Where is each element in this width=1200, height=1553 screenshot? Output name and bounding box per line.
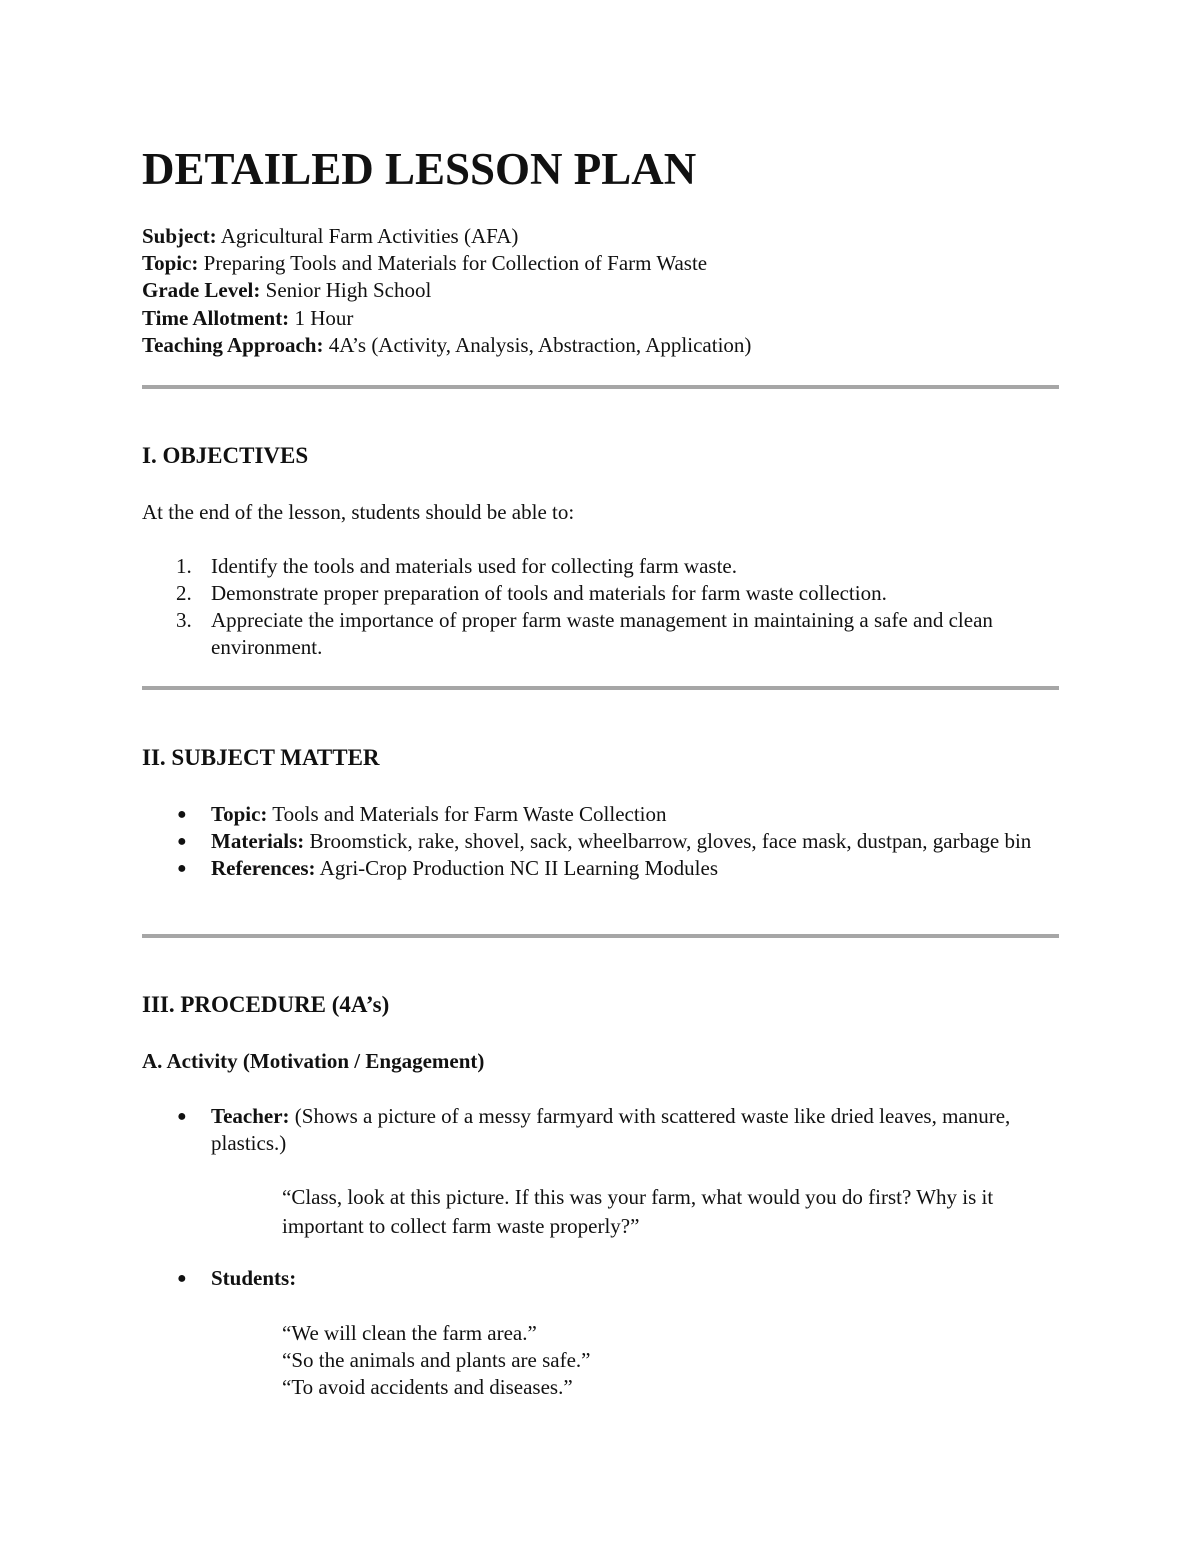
subject-matter-heading: II. SUBJECT MATTER	[142, 745, 380, 770]
activity-students-list	[0, 1265, 1051, 1292]
list-item-text: Broomstick, rake, shovel, sack, wheelbarrow, gloves, face mask, dustpan, garbage bin	[309, 829, 1032, 853]
list-item-label: Topic:	[211, 802, 268, 826]
student-quote: “To avoid accidents and diseases.”	[282, 1375, 573, 1399]
list-item	[0, 855, 1051, 882]
objectives-intro: At the end of the lesson, students should be able to:	[142, 500, 575, 524]
bullet-icon: ●	[177, 860, 187, 877]
list-item	[0, 553, 1051, 580]
list-item-text: Demonstrate proper preparation of tools and materials for farm waste collection.	[211, 581, 887, 605]
lesson-info-block	[142, 223, 751, 359]
list-item	[0, 580, 1051, 607]
meta-label: Time Allotment:	[142, 305, 290, 330]
subject-matter-list	[0, 801, 1051, 882]
list-item	[0, 1103, 1051, 1157]
section-divider	[142, 686, 1059, 690]
activity-heading: A. Activity (Motivation / Engagement)	[142, 1049, 485, 1073]
list-number: 2.	[176, 581, 192, 605]
meta-label: Teaching Approach:	[142, 332, 324, 357]
meta-value: Agricultural Farm Activities (AFA)	[220, 224, 519, 248]
student-quote: “So the animals and plants are safe.”	[282, 1348, 591, 1372]
students-label: Students:	[211, 1266, 297, 1290]
teacher-label: Teacher:	[211, 1104, 290, 1128]
list-item-text: Identify the tools and materials used for collecting farm waste.	[211, 554, 737, 578]
list-item	[0, 607, 1051, 661]
objectives-list	[0, 553, 1051, 661]
meta-row-topic	[142, 250, 751, 277]
list-item-text: Tools and Materials for Farm Waste Collection	[272, 802, 667, 826]
list-number: 1.	[176, 554, 192, 578]
bullet-icon: ●	[177, 1108, 187, 1125]
list-item	[0, 801, 1051, 828]
meta-row-time-allotment	[142, 305, 751, 332]
meta-label: Topic:	[142, 251, 199, 276]
list-item-label: Materials:	[211, 829, 305, 853]
teacher-text: (Shows a picture of a messy farmyard with scattered waste like dried leaves, manure, plastics.)	[211, 1104, 1011, 1155]
meta-value: 1 Hour	[294, 305, 354, 330]
meta-row-teaching-approach	[142, 332, 751, 359]
section-divider	[142, 385, 1059, 389]
meta-label: Grade Level:	[142, 278, 261, 303]
objectives-heading: I. OBJECTIVES	[142, 443, 309, 468]
meta-row-grade-level	[142, 277, 751, 304]
meta-label: Subject:	[142, 224, 217, 248]
meta-value: Senior High School	[265, 278, 432, 303]
list-item-text: Agri-Crop Production NC II Learning Modules	[319, 856, 719, 880]
list-number: 3.	[176, 608, 192, 632]
procedure-heading: III. PROCEDURE (4A’s)	[142, 992, 390, 1017]
bullet-icon: ●	[177, 833, 187, 850]
meta-value: Preparing Tools and Materials for Collection of Farm Waste	[203, 251, 708, 276]
section-divider	[142, 934, 1059, 938]
activity-teacher-list	[0, 1103, 1051, 1157]
student-quote: “We will clean the farm area.”	[282, 1321, 537, 1345]
list-item	[0, 1265, 1051, 1292]
meta-value: 4A’s (Activity, Analysis, Abstraction, Application)	[328, 332, 752, 357]
bullet-icon: ●	[177, 806, 187, 823]
list-item-text: Appreciate the importance of proper farm waste management in maintaining a safe and clean environment.	[211, 608, 993, 659]
student-quotes	[282, 1320, 1052, 1401]
meta-row-subject	[142, 223, 751, 250]
document-title: DETAILED LESSON PLAN	[142, 144, 697, 194]
teacher-quote: “Class, look at this picture. If this was your farm, what would you do first? Why is it important to collect farm waste properly?”	[282, 1185, 994, 1238]
list-item-label: References:	[211, 856, 316, 880]
bullet-icon: ●	[177, 1270, 187, 1287]
list-item	[0, 828, 1051, 855]
